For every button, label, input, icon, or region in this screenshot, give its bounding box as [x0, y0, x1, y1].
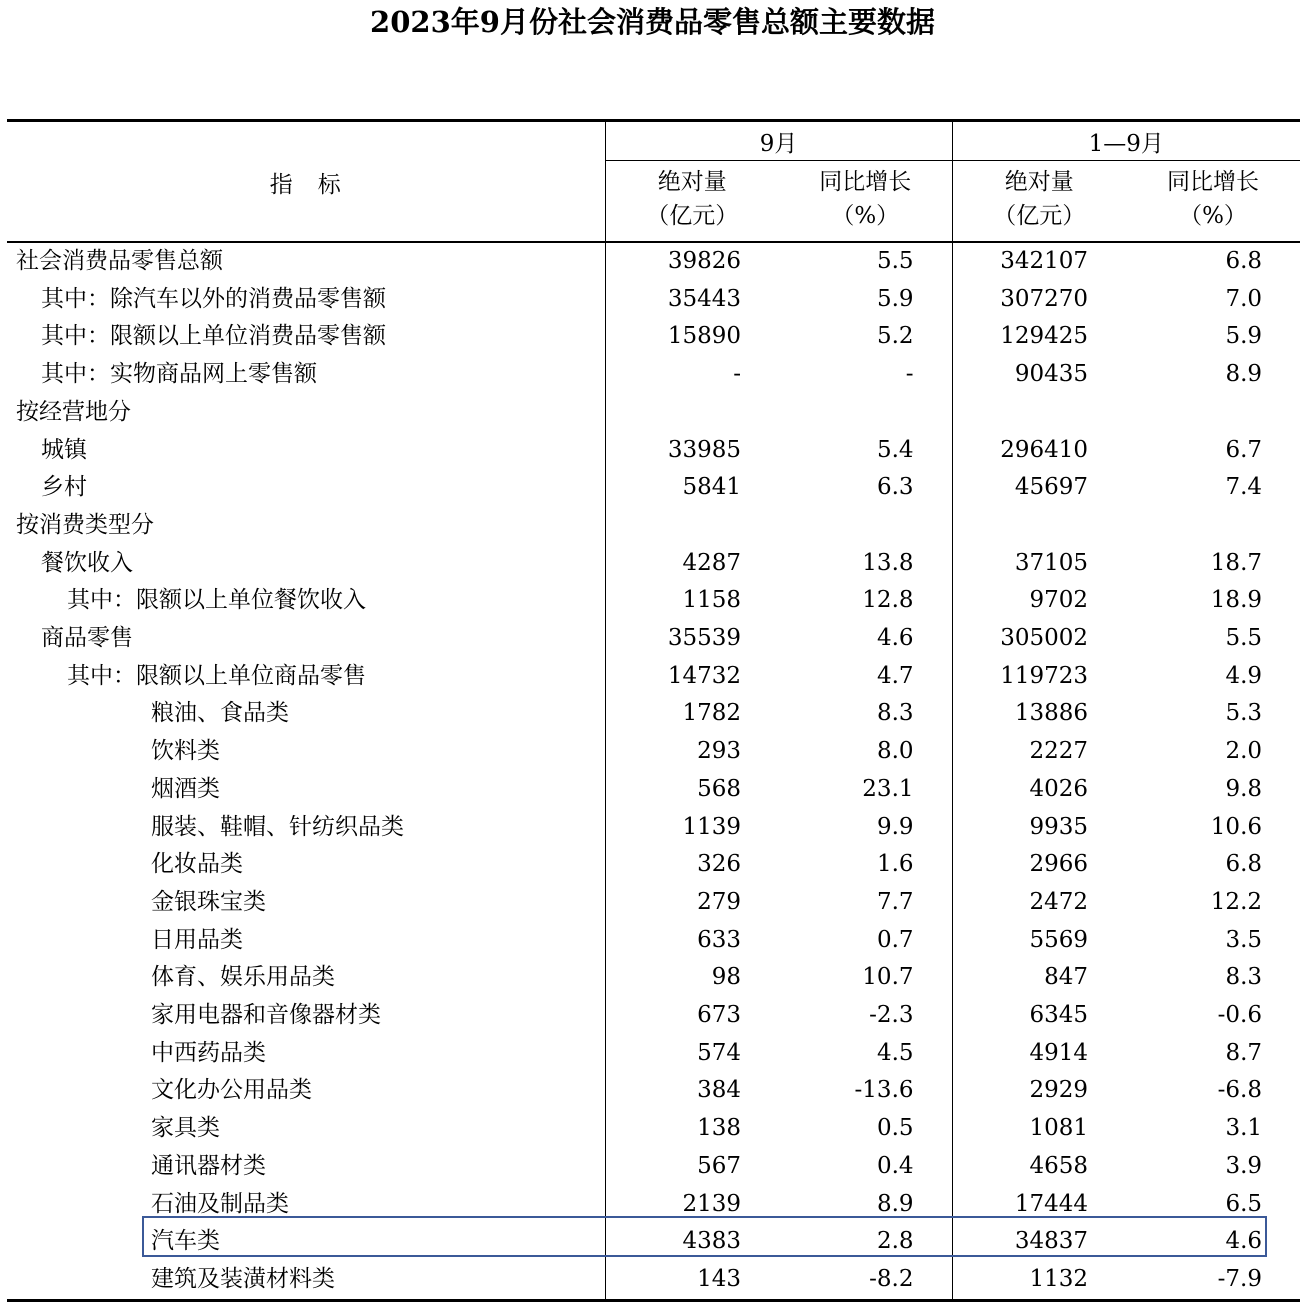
ytd-yoy-cell: [1126, 507, 1300, 545]
month-abs-cell: 35539: [667, 625, 741, 652]
month-yoy-cell: 8.0: [779, 733, 952, 771]
row-label: 汽车类: [7, 1223, 605, 1261]
table-row: [7, 1186, 1300, 1224]
row-label: 家用电器和音像器材类: [7, 997, 605, 1035]
month-yoy-cell: 6.3: [779, 469, 952, 507]
ytd-abs-cell: 90435: [1014, 361, 1089, 388]
month-abs-cell: 15890: [667, 323, 741, 350]
month-yoy-cell: 7.7: [779, 884, 952, 922]
header-line: 同比增长: [1167, 169, 1260, 195]
table-row-highlighted: [7, 1223, 1300, 1261]
retail-sales-table: [7, 119, 1300, 1302]
month-abs-cell: 384: [697, 1077, 741, 1104]
row-label: 按经营地分: [7, 394, 605, 432]
month-abs-cell: 567: [697, 1152, 741, 1179]
row-label: 城镇: [7, 432, 605, 470]
ytd-abs-cell: [952, 394, 1126, 432]
table-row: [7, 846, 1300, 884]
data-table-container: [7, 119, 1300, 1302]
month-abs-cell: 1782: [682, 700, 741, 727]
table-row: [7, 884, 1300, 922]
ytd-abs-cell: 1132: [952, 1261, 1126, 1300]
table-row: [7, 1072, 1300, 1110]
table-header: [7, 121, 1300, 243]
header-line: 绝对量: [1004, 169, 1074, 195]
ytd-yoy-cell: 8.7: [1225, 1039, 1263, 1066]
ytd-abs-cell: 17444: [1014, 1190, 1089, 1217]
month-abs-cell: 673: [697, 1002, 741, 1029]
table-row: [7, 281, 1300, 319]
month-yoy-cell: -: [779, 356, 952, 394]
ytd-yoy-cell: 8.9: [1225, 361, 1263, 388]
ytd-yoy-cell: 2.0: [1225, 738, 1263, 765]
row-label: 化妆品类: [7, 846, 605, 884]
table-row: [7, 1261, 1300, 1300]
table-row: [7, 394, 1300, 432]
month-abs-cell: 2139: [682, 1190, 741, 1217]
header-line: 绝对量: [657, 169, 727, 195]
row-label: 建筑及装潢材料类: [7, 1261, 605, 1300]
ytd-yoy-header: [1126, 161, 1300, 243]
month-yoy-cell: 0.7: [779, 922, 952, 960]
ytd-yoy-cell: 3.1: [1225, 1115, 1263, 1142]
month-yoy-cell: -8.2: [779, 1261, 952, 1300]
month-yoy-cell: 5.9: [779, 281, 952, 319]
ytd-yoy-cell: 8.3: [1225, 964, 1263, 991]
month-group-header: 9月: [605, 121, 952, 161]
row-label: 餐饮收入: [7, 545, 605, 583]
ytd-abs-cell: 2929: [1029, 1077, 1089, 1104]
table-row: [7, 469, 1300, 507]
month-yoy-cell: 23.1: [779, 771, 952, 809]
month-yoy-cell: -13.6: [779, 1072, 952, 1110]
ytd-abs-cell: 119723: [1000, 662, 1089, 689]
ytd-abs-cell: 307270: [1000, 285, 1089, 312]
ytd-abs-cell: 342107: [1000, 248, 1089, 274]
row-label: 石油及制品类: [7, 1186, 605, 1224]
table-row: [7, 922, 1300, 960]
ytd-abs-cell: 296410: [1000, 436, 1089, 463]
table-row: [7, 695, 1300, 733]
ytd-yoy-cell: 7.4: [1225, 474, 1263, 501]
ytd-yoy-cell: 9.8: [1225, 775, 1263, 802]
month-abs-cell: 574: [697, 1039, 741, 1066]
ytd-abs-cell: 45697: [1014, 474, 1089, 501]
month-yoy-cell: 4.6: [779, 620, 952, 658]
table-row: [7, 356, 1300, 394]
table-row: [7, 318, 1300, 356]
ytd-abs-cell: 4026: [1029, 775, 1089, 802]
table-row: [7, 733, 1300, 771]
ytd-abs-cell: 4914: [1029, 1039, 1089, 1066]
table-row: [7, 1110, 1300, 1148]
month-abs-cell: 143: [605, 1261, 779, 1300]
row-label: 商品零售: [7, 620, 605, 658]
month-abs-cell: -: [733, 361, 741, 388]
ytd-yoy-cell: 6.5: [1225, 1190, 1263, 1217]
row-label: 其中：限额以上单位消费品零售额: [7, 318, 605, 356]
table-row: [7, 771, 1300, 809]
month-yoy-cell: [779, 507, 952, 545]
header-unit: （亿元）: [993, 203, 1086, 229]
month-abs-cell: 293: [697, 738, 741, 765]
table-row: [7, 620, 1300, 658]
ytd-yoy-cell: 10.6: [1210, 813, 1263, 840]
row-label: 文化办公用品类: [7, 1072, 605, 1110]
month-abs-header: [605, 161, 779, 243]
row-label: 乡村: [7, 469, 605, 507]
table-row: [7, 959, 1300, 997]
ytd-yoy-cell: 3.5: [1225, 926, 1263, 953]
table-row: [7, 997, 1300, 1035]
ytd-yoy-cell: 4.6: [1225, 1228, 1263, 1255]
month-yoy-cell: 2.8: [779, 1223, 952, 1261]
ytd-yoy-cell: [1126, 394, 1300, 432]
row-label: 通讯器材类: [7, 1148, 605, 1186]
month-abs-cell: 4287: [682, 549, 741, 576]
ytd-yoy-cell: 6.7: [1225, 436, 1263, 463]
table-row: [7, 1148, 1300, 1186]
month-yoy-cell: 10.7: [779, 959, 952, 997]
table-row: [7, 658, 1300, 696]
header-unit: （亿元）: [646, 203, 739, 229]
row-label: 饮料类: [7, 733, 605, 771]
row-label: 其中：限额以上单位商品零售: [7, 658, 605, 696]
ytd-abs-header: [952, 161, 1126, 243]
row-label: 金银珠宝类: [7, 884, 605, 922]
month-yoy-cell: 0.5: [779, 1110, 952, 1148]
table-body: [7, 242, 1300, 1300]
row-label: 其中：实物商品网上零售额: [7, 356, 605, 394]
ytd-yoy-cell: 7.0: [1225, 285, 1263, 312]
month-abs-cell: 633: [697, 926, 741, 953]
month-abs-cell: 279: [697, 888, 741, 915]
month-yoy-cell: 13.8: [779, 545, 952, 583]
ytd-yoy-cell: 5.3: [1225, 700, 1263, 727]
ytd-abs-cell: 2966: [1029, 851, 1089, 878]
row-label: 体育、娱乐用品类: [7, 959, 605, 997]
ytd-yoy-cell: 18.7: [1210, 549, 1263, 576]
ytd-abs-cell: 13886: [1014, 700, 1089, 727]
ytd-abs-cell: 5569: [1029, 926, 1089, 953]
header-line: 同比增长: [819, 169, 912, 195]
ytd-abs-cell: 9935: [1029, 813, 1089, 840]
month-yoy-cell: [779, 394, 952, 432]
month-yoy-header: [779, 161, 952, 243]
header-unit: （%）: [831, 203, 900, 229]
month-abs-cell: 326: [697, 851, 741, 878]
indicator-header: 指 标: [7, 121, 605, 243]
ytd-yoy-cell: 5.9: [1225, 323, 1263, 350]
ytd-abs-cell: 2472: [1029, 888, 1089, 915]
month-yoy-cell: 8.9: [779, 1186, 952, 1224]
table-row: [7, 809, 1300, 847]
ytd-abs-cell: [952, 507, 1126, 545]
ytd-abs-cell: 37105: [1014, 549, 1089, 576]
ytd-yoy-cell: -6.8: [1217, 1077, 1263, 1104]
ytd-abs-cell: 847: [1044, 964, 1089, 991]
month-yoy-cell: 1.6: [779, 846, 952, 884]
ytd-abs-cell: 6345: [1029, 1002, 1089, 1029]
table-row: [7, 545, 1300, 583]
month-yoy-cell: 8.3: [779, 695, 952, 733]
month-yoy-cell: 5.2: [779, 318, 952, 356]
row-label: 中西药品类: [7, 1035, 605, 1073]
month-abs-cell: 1139: [682, 813, 741, 840]
month-yoy-cell: 4.5: [779, 1035, 952, 1073]
month-abs-cell: 568: [697, 775, 741, 802]
ytd-yoy-cell: 5.5: [1225, 625, 1263, 652]
row-label: 日用品类: [7, 922, 605, 960]
ytd-abs-cell: 34837: [1014, 1228, 1089, 1255]
row-label: 社会消费品零售总额: [7, 242, 605, 281]
month-abs-cell: [605, 394, 779, 432]
ytd-yoy-cell: 6.8: [1225, 851, 1263, 878]
ytd-abs-cell: 9702: [1029, 587, 1089, 614]
month-yoy-cell: 5.5: [779, 242, 952, 281]
month-abs-cell: 35443: [667, 285, 741, 312]
ytd-abs-cell: 305002: [1000, 625, 1089, 652]
row-label: 粮油、食品类: [7, 695, 605, 733]
table-row: [7, 507, 1300, 545]
month-abs-cell: 4383: [682, 1228, 741, 1255]
ytd-abs-cell: 4658: [1029, 1152, 1089, 1179]
month-yoy-cell: 5.4: [779, 432, 952, 470]
ytd-yoy-cell: 18.9: [1210, 587, 1263, 614]
month-abs-cell: 33985: [667, 436, 741, 463]
month-abs-cell: [605, 507, 779, 545]
month-abs-cell: 5841: [682, 474, 741, 501]
ytd-abs-cell: 1081: [1029, 1115, 1089, 1142]
row-label: 服装、鞋帽、针纺织品类: [7, 809, 605, 847]
month-yoy-cell: 12.8: [779, 582, 952, 620]
ytd-abs-cell: 129425: [1000, 323, 1089, 350]
month-abs-cell: 1158: [682, 587, 741, 614]
ytd-yoy-cell: -0.6: [1217, 1002, 1263, 1029]
table-row: [7, 582, 1300, 620]
month-yoy-cell: -2.3: [779, 997, 952, 1035]
month-abs-cell: 138: [697, 1115, 741, 1142]
table-row: [7, 1035, 1300, 1073]
ytd-group-header: 1—9月: [952, 121, 1300, 161]
ytd-yoy-cell: 3.9: [1225, 1152, 1263, 1179]
ytd-yoy-cell: -7.9: [1126, 1261, 1300, 1300]
ytd-yoy-cell: 6.8: [1225, 248, 1263, 274]
page-title: 2023年9月份社会消费品零售总额主要数据: [370, 5, 935, 39]
table-row: [7, 432, 1300, 470]
month-abs-cell: 14732: [667, 662, 741, 689]
row-label: 其中：限额以上单位餐饮收入: [7, 582, 605, 620]
month-yoy-cell: 9.9: [779, 809, 952, 847]
month-yoy-cell: 4.7: [779, 658, 952, 696]
header-unit: （%）: [1179, 203, 1247, 229]
row-label: 家具类: [7, 1110, 605, 1148]
ytd-yoy-cell: 4.9: [1225, 662, 1263, 689]
row-label: 烟酒类: [7, 771, 605, 809]
row-label: 按消费类型分: [7, 507, 605, 545]
month-yoy-cell: 0.4: [779, 1148, 952, 1186]
ytd-yoy-cell: 12.2: [1210, 888, 1263, 915]
row-label: 其中：除汽车以外的消费品零售额: [7, 281, 605, 319]
table-row: [7, 242, 1300, 281]
month-abs-cell: 39826: [667, 248, 741, 274]
ytd-abs-cell: 2227: [1029, 738, 1089, 765]
month-abs-cell: 98: [711, 964, 741, 991]
